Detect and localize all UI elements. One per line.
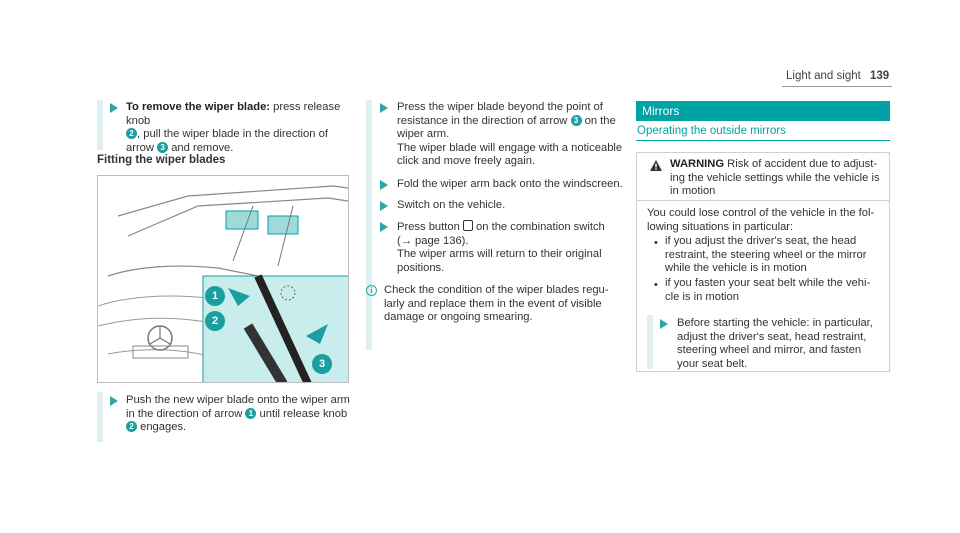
wiper-button-icon	[463, 220, 473, 231]
section-heading: Fitting the wiper blades	[97, 154, 226, 166]
step-arrow-icon	[110, 396, 118, 406]
step-bar	[97, 392, 103, 442]
callout-badge: 2	[126, 128, 137, 139]
step-switch-on: Switch on the vehicle.	[397, 199, 506, 211]
page-reference-link[interactable]: (→ page 136).	[397, 234, 469, 247]
bullet-item-seat: if you adjust the driver's seat, the head restraint, the steering wheel or the mirror while the vehicle is in motion	[665, 235, 867, 275]
action-before-starting: Before starting the vehicle: in particular, adjust the driver's seat, head restraint, steering wheel and mirror, and fasten your seat belt.	[677, 317, 873, 370]
bullet-item-seatbelt: if you fasten your seat belt while the vehi- cle is in motion	[665, 277, 871, 303]
warning-body: You could lose control of the vehicle in the fol- lowing situations in particular:	[647, 207, 875, 233]
step-arrow-icon	[380, 222, 388, 232]
section-title: Mirrors	[642, 104, 680, 118]
diagram-callout-1: 1	[205, 286, 225, 306]
subheading-rule	[636, 140, 890, 141]
step-push-blade: Push the new wiper blade onto the wiper arm in the direction of arrow 1 until release knob 2 engages.	[126, 394, 350, 434]
step-arrow-icon	[110, 103, 118, 113]
step-arrow-icon	[380, 180, 388, 190]
step-remove-blade: To remove the wiper blade: press release knob 2 , pull the wiper blade in the direction of arrow 3 and remove.	[126, 101, 341, 154]
info-icon: i	[366, 285, 377, 296]
callout-badge: 2	[126, 421, 137, 432]
warning-header	[637, 153, 889, 201]
car-illustration	[98, 176, 349, 383]
wiper-blade-diagram	[97, 175, 349, 383]
warning-box	[636, 152, 890, 372]
step-label: To remove the wiper blade:	[126, 101, 271, 113]
step-bar	[366, 100, 372, 350]
page-number: 139	[870, 70, 890, 82]
callout-badge: 1	[245, 408, 256, 419]
note-check-blades: Check the condition of the wiper blades regu- larly and replace them in the event of visible damage or ongoing smearing.	[384, 284, 609, 324]
warning-icon	[650, 160, 662, 171]
running-header: Light and sight	[786, 70, 861, 82]
diagram-callout-2: 2	[205, 311, 225, 331]
step-press-blade: Press the wiper blade beyond the point of resistance in the direction of arrow 3 on the wiper arm. The wiper blade will engage with a noticeable click and move freely again.	[397, 101, 623, 168]
step-arrow-icon	[380, 103, 388, 113]
bullet-dot: •	[654, 279, 658, 291]
warning-label: WARNING	[670, 158, 725, 170]
step-bar	[647, 315, 653, 369]
step-fold-arm: Fold the wiper arm back onto the windscreen.	[397, 178, 623, 190]
step-bar	[97, 100, 103, 150]
warning-text: WARNING Risk of accident due to adjust- ing the vehicle settings while the vehicle is in motion	[670, 158, 880, 198]
header-rule	[782, 86, 892, 87]
callout-badge: 3	[571, 115, 582, 126]
subheading: Operating the outside mirrors	[637, 125, 786, 137]
step-press-button: Press button on the combination switch (→ page 136). The wiper arms will return to their original positions.	[397, 220, 627, 275]
step-arrow-icon	[660, 319, 668, 329]
step-arrow-icon	[380, 201, 388, 211]
callout-badge: 3	[157, 142, 168, 153]
diagram-callout-3: 3	[312, 354, 332, 374]
bullet-dot: •	[654, 237, 658, 249]
